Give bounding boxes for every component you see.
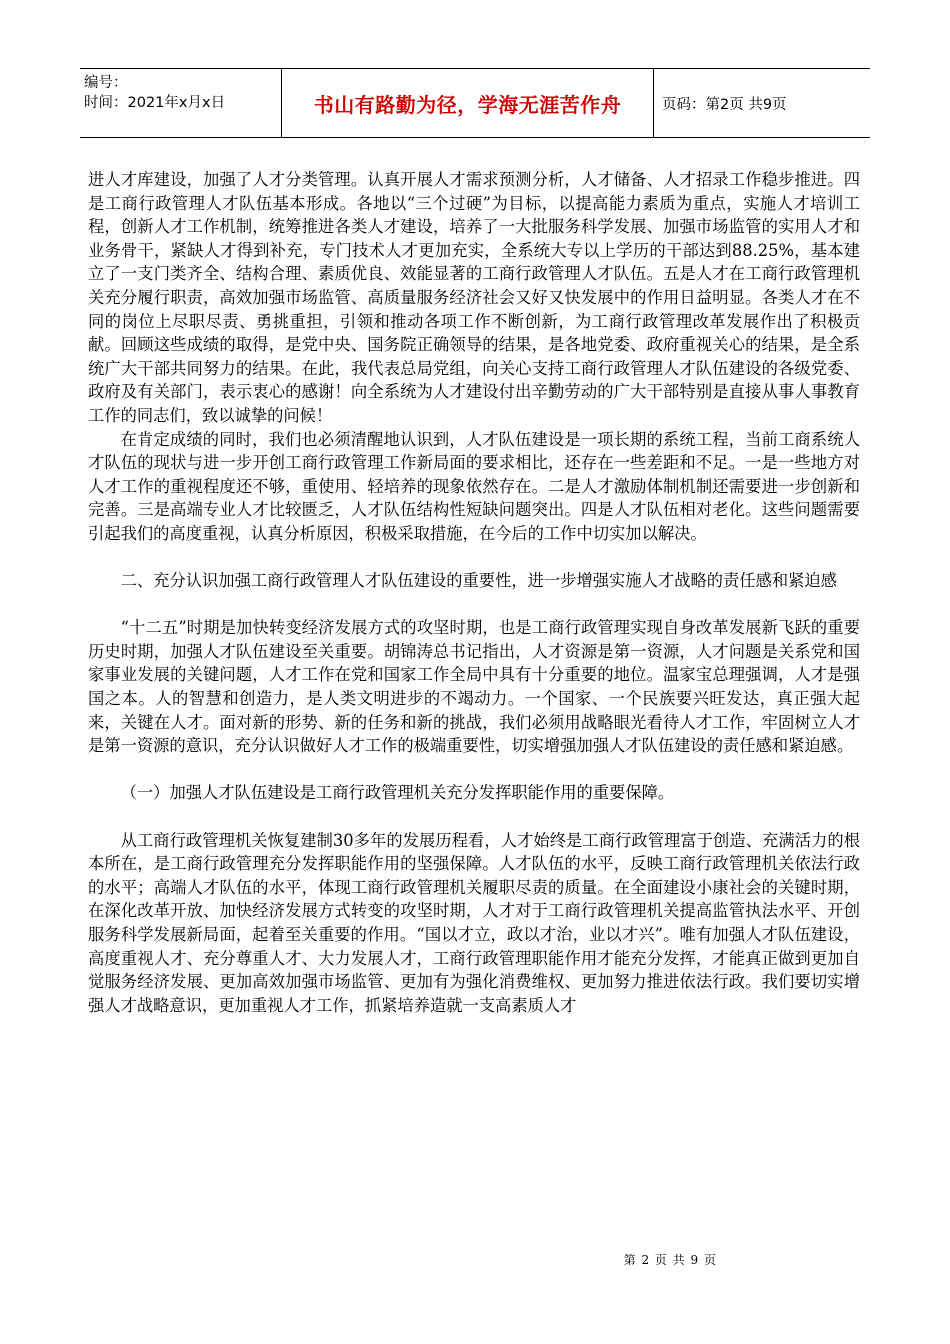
motto: 书山有路勤为径，学海无涯苦作舟 (282, 69, 654, 137)
spacer (88, 805, 860, 829)
page-header (80, 68, 870, 138)
spacer (88, 593, 860, 617)
paragraph-2: 在肯定成绩的同时，我们也必须清醒地认识到，人才队伍建设是一项长期的系统工程，当前工商系统人才队伍的现状与进一步开创工商行政管理工作新局面的要求相比，还存在一些差距和不足。一是一些地方对人才工作的重视程度还不够，重使用、轻培养的现象依然存在。二是人才激励体制机制还需要进一步创新和完善。三是高端专业人才比较匮乏，人才队伍结构性短缺问题突出。四是人才队伍相对老化。这些问题需要引起我们的高度重视，认真分析原因，积极采取措施，在今后的工作中切实加以解决。 (88, 429, 860, 543)
page-footer: 第 2 页 共 9 页 (623, 1253, 717, 1267)
spacer (88, 546, 860, 570)
code-label: 编号： (84, 75, 128, 91)
page-info: 页码：第2页 共9页 (662, 96, 787, 113)
spacer (88, 758, 860, 782)
paragraph-3: “十二五”时期是加快转变经济发展方式的攻坚时期，也是工商行政管理实现自身改革发展新飞跃的重要历史时期，加强人才队伍建设至关重要。胡锦涛总书记指出，人才资源是第一资源，人才问题是关系党和国家事业发展的关键问题，人才工作在党和国家工作全局中具有十分重要的地位。温家宝总理强调，人才是强国之本。人的智慧和创造力，是人类文明进步的不竭动力。一个国家、一个民族要兴旺发达，真正强大起来，关键在人才。面对新的形势、新的任务和新的挑战，我们必须用战略眼光看待人才工作，牢固树立人才是第一资源的意识，充分认识做好人才工作的极端重要性，切实增强加强人才队伍建设的责任感和紧迫感。 (88, 618, 860, 756)
header-meta (80, 69, 282, 137)
subsection-heading-1: （一）加强人才队伍建设是工商行政管理机关充分发挥职能作用的重要保障。 (120, 783, 675, 803)
section-heading-2: 二、充分认识加强工商行政管理人才队伍建设的重要性，进一步增强实施人才战略的责任感和紧迫感 (120, 571, 837, 591)
paragraph-1: 进人才库建设，加强了人才分类管理。认真开展人才需求预测分析，人才储备、人才招录工作稳步推进。四是工商行政管理人才队伍基本形成。各地以“三个过硬”为目标，以提高能力素质为重点，实施人才培训工程，创新人才工作机制，统筹推进各类人才建设，培养了一大批服务科学发展、加强市场监管的实用人才和业务骨干，紧缺人才得到补充，专门技术人才更加充实，全系统大专以上学历的干部达到88.25%，基本建立了一支门类齐全、结构合理、素质优良、效能显著的工商行政管理人才队伍。五是人才在工商行政管理机关充分履行职责，高效加强市场监管、高质量服务经济社会又好又快发展中的作用日益明显。各类人才在不同的岗位上尽职尽责、勇挑重担，引领和推动各项工作不断创新，为工商行政管理改革发展作出了积极贡献。回顾这些成绩的取得，是党中央、国务院正确领导的结果，是各地党委、政府重视关心的结果，是全系统广大干部共同努力的结果。在此，我代表总局党组，向关心支持工商行政管理人才队伍建设的各级党委、政府及有关部门，表示衷心的感谢！向全系统为人才建设付出辛勤劳动的广大干部特别是直接从事人事教育工作的同志们，致以诚挚的问候！ (88, 170, 860, 425)
document-body (88, 168, 860, 1017)
paragraph-4: 从工商行政管理机关恢复建制30多年的发展历程看，人才始终是工商行政管理富于创造、充满活力的根本所在，是工商行政管理充分发挥职能作用的坚强保障。人才队伍的水平，反映工商行政管理机关依法行政的水平；高端人才队伍的水平，体现工商行政管理机关履职尽责的质量。在全面建设小康社会的关键时期，在深化改革开放、加快经济发展方式转变的攻坚时期，人才对于工商行政管理机关提高监管执法水平、开创服务科学发展新局面，起着至关重要的作用。“国以才立，政以才治，业以才兴”。唯有加强人才队伍建设，高度重视人才、充分尊重人才、大力发展人才，工商行政管理职能作用才能充分发挥，才能真正做到更加自觉服务经济发展、更加高效加强市场监管、更加有为强化消费维权、更加努力推进依法行政。我们要切实增强人才战略意识，更加重视人才工作，抓紧培养造就一支高素质人才 (88, 830, 860, 1015)
date-label: 时间：2021年x月x日 (84, 95, 226, 111)
